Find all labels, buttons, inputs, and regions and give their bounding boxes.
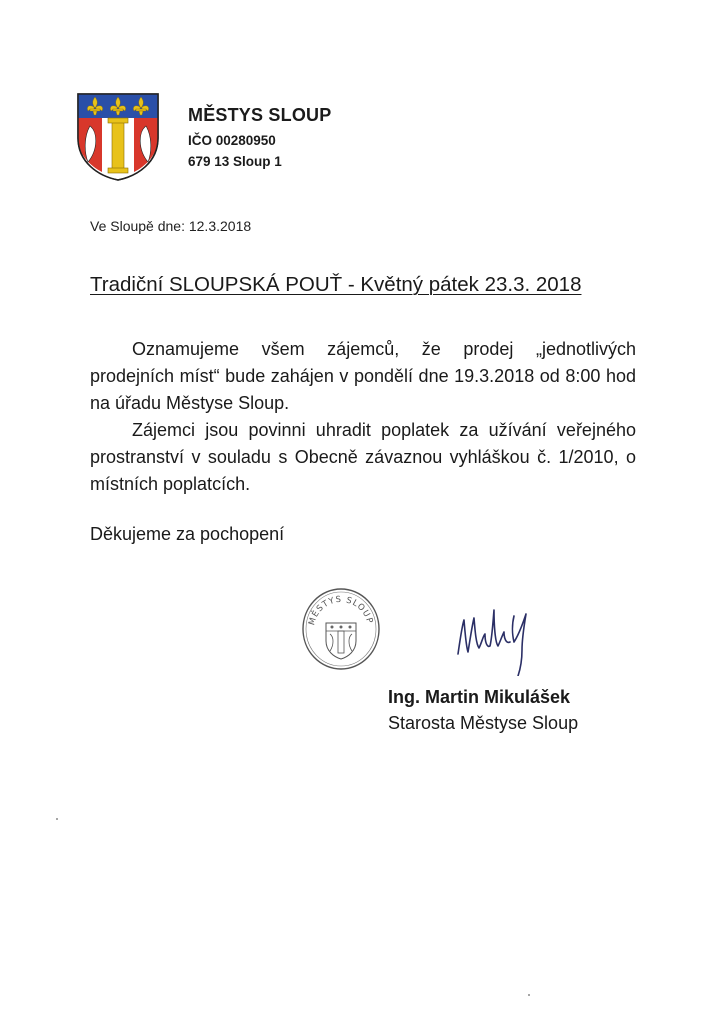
coat-of-arms-logo (76, 92, 160, 182)
org-name: MĚSTYS SLOUP (188, 105, 332, 125)
signer-role: Starosta Městyse Sloup (388, 713, 579, 733)
official-stamp (300, 585, 382, 671)
signer-name: Ing. Martin Mikulášek (388, 687, 571, 707)
closing-line: Děkujeme za pochopení (90, 524, 285, 544)
organization-header (188, 104, 331, 172)
body-paragraph-2: Zájemci jsou povinni uhradit poplatek za užívání veřejného prostranství v souladu s Obecně závaznou vyhláškou č. 1/2010, o místních poplatcích. (90, 420, 636, 494)
handwritten-signature (452, 596, 552, 676)
org-ico: IČO 00280950 (188, 133, 276, 148)
scan-speck (528, 994, 530, 996)
org-address: 679 13 Sloup 1 (188, 154, 282, 169)
scan-speck (56, 818, 58, 820)
date-line: Ve Sloupě dne: 12.3.2018 (90, 218, 252, 234)
letter-headline: Tradiční SLOUPSKÁ POUŤ - Květný pátek 23.3. 2018 (90, 273, 582, 296)
body-paragraph-1: Oznamujeme všem zájemců, že prodej „jednotlivých prodejních míst“ bude zahájen v pondělí dne 19.3.2018 od 8:00 hod na úřadu Městyse Sloup. (90, 339, 636, 413)
signer-block (388, 684, 578, 736)
letter-body (90, 336, 636, 498)
svg-text:MĚSTYS SLOUP: MĚSTYS SLOUP (307, 594, 375, 627)
